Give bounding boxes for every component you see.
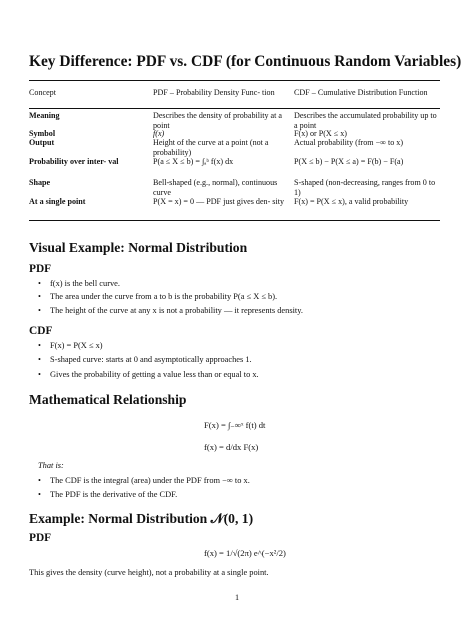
page-title: Key Difference: PDF vs. CDF (for Continuous Random Variables) bbox=[29, 53, 462, 70]
row-label-interval: Probability over inter- val bbox=[29, 157, 119, 166]
row-cdf-single-point: F(x) = P(X ≤ x), a valid probability bbox=[294, 197, 409, 206]
subheading-example-pdf: PDF bbox=[29, 532, 52, 544]
subheading-cdf: CDF bbox=[29, 325, 53, 337]
example-note: This gives the density (curve height), not a probability at a single point. bbox=[29, 568, 269, 577]
row-label-single-point: At a single point bbox=[29, 197, 86, 206]
table-top-rule bbox=[29, 80, 440, 81]
table-header-rule bbox=[29, 108, 440, 109]
list-item: • Gives the probability of getting a value less than or equal to x. bbox=[38, 370, 259, 379]
row-cdf-interval: P(X ≤ b) − P(X ≤ a) = F(b) − F(a) bbox=[294, 157, 404, 166]
list-item: • The CDF is the integral (area) under the PDF from −∞ to x. bbox=[38, 476, 250, 485]
row-pdf-single-point: P(X = x) = 0 — PDF just gives den- sity bbox=[153, 197, 284, 206]
row-cdf-symbol: F(x) or P(X ≤ x) bbox=[294, 129, 348, 138]
row-pdf-symbol: f(x) bbox=[153, 129, 165, 138]
page-number: 1 bbox=[234, 593, 240, 602]
equation-pdf-derivative: f(x) = d/dx F(x) bbox=[204, 442, 259, 452]
row-cdf-output: Actual probability (from −∞ to x) bbox=[294, 138, 404, 147]
equation-cdf-integral: F(x) = ∫₋∞ˣ f(t) dt bbox=[204, 420, 266, 430]
row-label-shape: Shape bbox=[29, 178, 51, 187]
row-pdf-output: Height of the curve at a point (not a probability) bbox=[153, 138, 269, 157]
list-item: • S-shaped curve: starts at 0 and asymptotically approaches 1. bbox=[38, 355, 252, 364]
subheading-pdf: PDF bbox=[29, 263, 52, 275]
row-pdf-shape: Bell-shaped (e.g., normal), continuous curve bbox=[153, 178, 278, 197]
section-heading-visual: Visual Example: Normal Distribution bbox=[29, 240, 248, 255]
section-heading-math: Mathematical Relationship bbox=[29, 392, 187, 407]
table-header-pdf: PDF – Probability Density Func- tion bbox=[153, 88, 275, 97]
section-heading-example: Example: Normal Distribution 𝒩(0, 1) bbox=[29, 511, 254, 526]
list-item: • The area under the curve from a to b is the probability P(a ≤ X ≤ b). bbox=[38, 292, 278, 301]
row-cdf-meaning: Describes the accumulated probability up to a point bbox=[294, 111, 437, 130]
row-pdf-meaning: Describes the density of probability at a point bbox=[153, 111, 283, 130]
list-item: • The PDF is the derivative of the CDF. bbox=[38, 490, 178, 499]
list-item: • f(x) is the bell curve. bbox=[38, 279, 120, 288]
row-cdf-shape: S-shaped (non-decreasing, ranges from 0 to 1) bbox=[294, 178, 436, 197]
table-bottom-rule bbox=[29, 220, 440, 221]
row-pdf-interval: P(a ≤ X ≤ b) = ∫ₐᵇ f(x) dx bbox=[153, 157, 234, 166]
that-is-label: That is: bbox=[38, 461, 64, 470]
row-label-symbol: Symbol bbox=[29, 129, 56, 138]
list-item: • F(x) = P(X ≤ x) bbox=[38, 341, 103, 350]
row-label-meaning: Meaning bbox=[29, 111, 60, 120]
row-label-output: Output bbox=[29, 138, 55, 147]
table-header-cdf: CDF – Cumulative Distribution Function bbox=[294, 88, 428, 97]
table-header-concept: Concept bbox=[29, 88, 56, 97]
equation-normal-pdf: f(x) = 1/√(2π) e^(−x²/2) bbox=[204, 548, 286, 558]
list-item: • The height of the curve at any x is not a probability — it represents density. bbox=[38, 306, 303, 315]
